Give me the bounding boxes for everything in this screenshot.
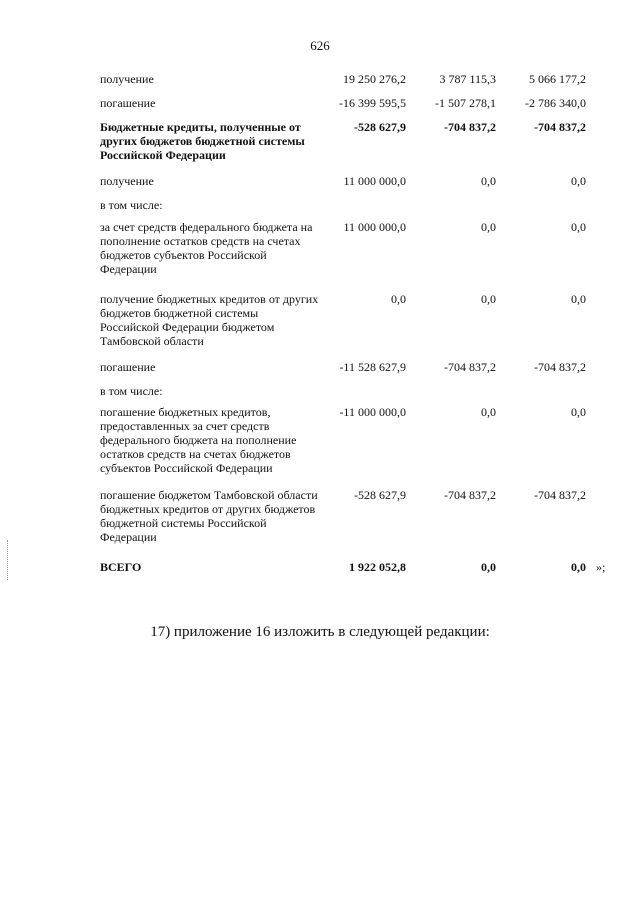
- value-col-1: 11 000 000,0: [343, 174, 406, 188]
- instruction-text: 17) приложение 16 изложить в следующей редакции:: [150, 624, 490, 640]
- value-col-1: -11 000 000,0: [339, 405, 406, 419]
- value-col-2: -704 837,2: [444, 488, 496, 502]
- value-col-2: -704 837,2: [444, 120, 496, 134]
- row-label: получение: [100, 174, 154, 188]
- value-col-1: 0,0: [391, 292, 406, 306]
- margin-dots: [7, 540, 10, 580]
- value-col-3: -704 837,2: [534, 360, 586, 374]
- row-label: Бюджетные кредиты, полученные от других бюджетов бюджетной системы Российской Федерации: [100, 120, 305, 162]
- value-col-1: -528 627,9: [354, 120, 406, 134]
- row-label: погашение: [100, 360, 156, 374]
- row-label: погашение: [100, 96, 156, 110]
- row-label: ВСЕГО: [100, 560, 142, 574]
- value-col-1: -11 528 627,9: [339, 360, 406, 374]
- value-col-2: 0,0: [481, 405, 496, 419]
- value-col-2: 0,0: [481, 560, 496, 574]
- value-col-2: 3 787 115,3: [439, 72, 496, 86]
- value-col-1: 1 922 052,8: [349, 560, 406, 574]
- value-col-3: -704 837,2: [534, 488, 586, 502]
- value-col-3: 5 066 177,2: [529, 72, 586, 86]
- value-col-3: 0,0: [571, 292, 586, 306]
- row-label: получение бюджетных кредитов от других бюджетов бюджетной системы Российской Федерации бюджетом Тамбовской области: [100, 292, 319, 348]
- closing-quote: »;: [596, 560, 606, 574]
- value-col-2: 0,0: [481, 174, 496, 188]
- row-label: погашение бюджетом Тамбовской области бюджетных кредитов от других бюджетов бюджетной системы Российской Федерации: [100, 488, 318, 544]
- row-label: погашение бюджетных кредитов, предоставленных за счет средств федерального бюджета на пополнение остатков средств на счетах бюджетов субъектов Российской Федерации: [100, 405, 297, 475]
- value-col-3: 0,0: [571, 174, 586, 188]
- row-label: в том числе:: [100, 384, 163, 398]
- value-col-1: 11 000 000,0: [343, 220, 406, 234]
- row-label: в том числе:: [100, 198, 163, 212]
- value-col-3: -704 837,2: [534, 120, 586, 134]
- value-col-2: 0,0: [481, 292, 496, 306]
- value-col-1: 19 250 276,2: [343, 72, 406, 86]
- value-col-2: -704 837,2: [444, 360, 496, 374]
- value-col-2: -1 507 278,1: [435, 96, 496, 110]
- value-col-2: 0,0: [481, 220, 496, 234]
- row-label: за счет средств федерального бюджета на пополнение остатков средств на счетах бюджетов субъектов Российской Федерации: [100, 220, 313, 276]
- row-label: получение: [100, 72, 154, 86]
- value-col-1: -528 627,9: [354, 488, 406, 502]
- value-col-1: -16 399 595,5: [339, 96, 406, 110]
- value-col-3: 0,0: [571, 220, 586, 234]
- value-col-3: 0,0: [571, 405, 586, 419]
- page-number: 626: [310, 38, 330, 53]
- value-col-3: 0,0: [571, 560, 586, 574]
- value-col-3: -2 786 340,0: [525, 96, 586, 110]
